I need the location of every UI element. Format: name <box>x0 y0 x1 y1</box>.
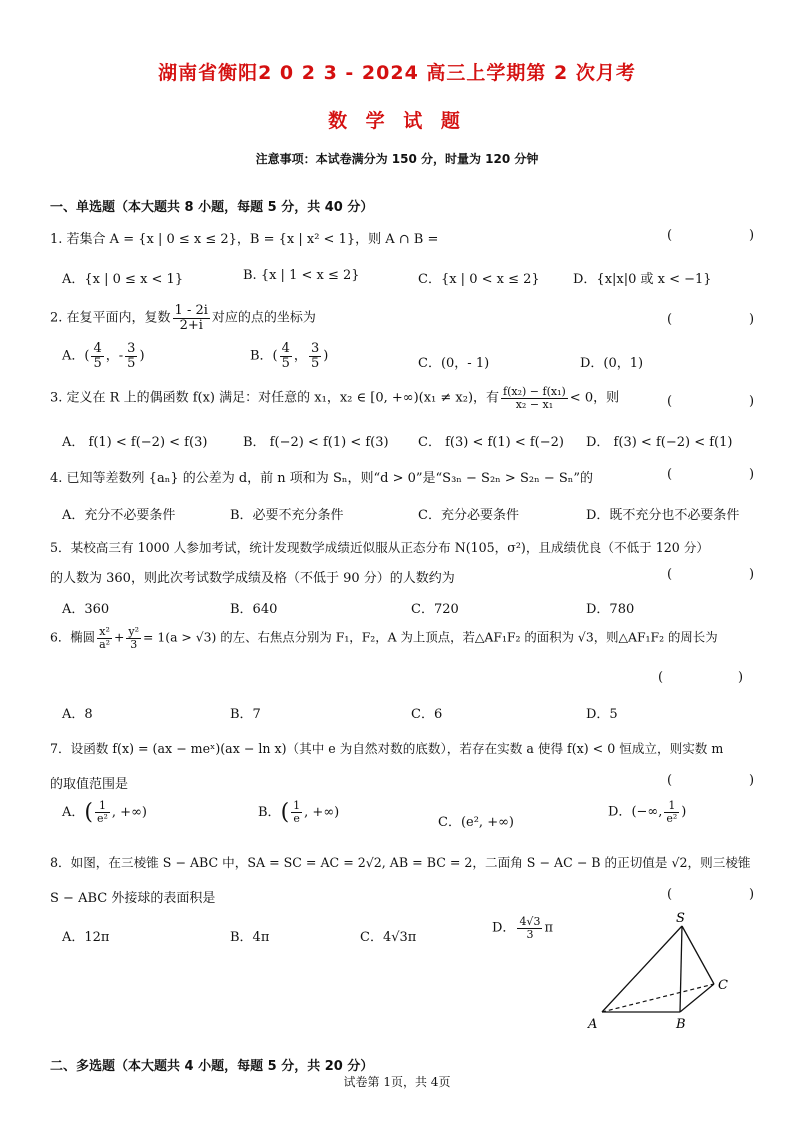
q7-b-frac-num: 1 <box>293 799 301 813</box>
q5-answer-paren-left: ( <box>667 567 673 582</box>
q2-a-frac2-den: 5 <box>127 355 136 371</box>
q7-b-label: B． <box>258 805 281 820</box>
vertex-label-b: B <box>676 1017 686 1032</box>
q1-option-d: D．{x|x|0 或 x < −1} <box>573 272 712 287</box>
q6-frac-x-den: a² <box>99 637 111 651</box>
pyramid-figure <box>580 908 740 1033</box>
q3-frac-num: f(x₂) − f(x₁) <box>503 385 566 398</box>
page-footer: 试卷第 1页，共 4页 <box>343 1075 451 1089</box>
edge-sa <box>602 926 682 1012</box>
q4-option-d: D．既不充分也不必要条件 <box>586 508 740 523</box>
q6-stem-post: = 1(a > √3) 的左、右焦点分别为 F₁，F₂，A 为上顶点，若△AF₁F₂ 的面积为 √3，则△AF₁F₂ 的周长为 <box>143 629 718 645</box>
q3-fraction <box>501 386 568 410</box>
q7-a-pre: ( <box>84 800 93 825</box>
q8-stem-line2: S − ABC 外接球的表面积是 <box>50 891 216 906</box>
q8-stem-line1: 8．如图，在三棱锥 S − ABC 中，SA = SC = AC = 2√2, AB = BC = 2，二面角 S − AC − B 的正切值是 √2，则三棱锥 <box>50 855 751 870</box>
q3-stem-pre: 3. 定义在 R 上的偶函数 f(x) 满足：对任意的 x₁，x₂ ∈ [0, +∞)(x₁ ≠ x₂)，有 <box>50 390 500 406</box>
q7-a-label: A． <box>62 805 85 820</box>
q2-b-frac1-num: 4 <box>281 341 290 356</box>
q5-option-d: D．780 <box>586 602 635 617</box>
q2-a-frac1-den: 5 <box>93 355 102 371</box>
q7-a-frac-num: 1 <box>95 800 110 813</box>
q7-d-label: D． <box>608 804 632 820</box>
q2-b-frac2-num: 3 <box>310 341 320 356</box>
q2-b-frac1-den: 5 <box>281 355 290 371</box>
q6-answer-paren-left: ( <box>658 670 664 685</box>
q4-option-b: B．必要不充分条件 <box>230 508 344 523</box>
q5-stem-line1: 5．某校高三有 1000 人参加考试，统计发现数学成绩近似服从正态分布 N(105，σ²)，且成绩优良（不低于 120 分） <box>50 540 709 555</box>
q7-a-frac-den: e² <box>96 812 108 825</box>
q2-option-a <box>62 342 145 370</box>
q2-b-frac2 <box>309 342 321 370</box>
q7-d-post: ) <box>681 804 687 820</box>
q2-answer-paren-left: ( <box>667 312 673 327</box>
q2-option-c: C．(0，- 1) <box>418 356 490 371</box>
q3-frac-den: x₂ − x₁ <box>515 397 554 411</box>
q7-b-post: , +∞) <box>304 805 340 820</box>
q2-a-frac2-num: 3 <box>127 341 136 356</box>
q7-option-c: C．(e², +∞) <box>438 815 514 830</box>
q8-option-b: B．4π <box>230 930 270 945</box>
q2-a-frac2 <box>125 342 137 370</box>
q7-option-a <box>62 800 147 825</box>
q2-option-b <box>250 342 328 370</box>
q6-plus: + <box>114 629 125 645</box>
q6-stem <box>50 626 718 650</box>
q2-a-label: A．( <box>62 348 90 364</box>
q2-a-end: ) <box>139 348 145 364</box>
q7-b-frac <box>291 800 302 824</box>
q3-stem <box>50 386 619 410</box>
q7-stem-line1: 7．设函数 f(x) = (ax − meˣ)(ax − ln x)（其中 e 为自然对数的底数），若存在实数 a 使得 f(x) < 0 恒成立，则实数 m <box>50 741 724 756</box>
q7-b-pre: ( <box>280 800 290 825</box>
vertex-label-a: A <box>588 1017 598 1032</box>
edge-bc <box>680 984 714 1012</box>
q7-option-d <box>608 800 686 824</box>
q7-b-frac-den: e <box>293 812 300 825</box>
q1-option-c: C．{x | 0 < x ≤ 2} <box>418 272 540 287</box>
q7-a-frac <box>95 800 110 824</box>
vertex-label-s: S <box>676 911 685 926</box>
q7-d-frac-den: e² <box>666 811 678 825</box>
q3-answer-paren-left: ( <box>667 394 673 409</box>
q3-option-b: B． f(−2) < f(1) < f(3) <box>243 435 389 450</box>
q2-b-end: ) <box>323 348 329 364</box>
q5-answer-paren-right: ) <box>749 567 755 582</box>
q2-stem-pre: 2. 在复平面内，复数 <box>50 310 171 326</box>
q2-b-frac1 <box>280 342 292 370</box>
exam-notice: 注意事项：本试卷满分为 150 分，时量为 120 分钟 <box>255 152 539 166</box>
q4-option-c: C．充分必要条件 <box>418 508 519 523</box>
q6-frac-x <box>97 626 112 650</box>
q2-b-label: B．( <box>250 348 278 364</box>
q7-answer-paren-right: ) <box>749 773 755 788</box>
q5-option-b: B．640 <box>230 602 278 617</box>
q2-frac-num: 1 - 2i <box>174 303 208 318</box>
q8-d-label: D． <box>492 920 516 936</box>
q8-answer-paren-right: ) <box>749 887 755 902</box>
q2-b-mid: ， <box>293 348 307 364</box>
q7-d-frac-num: 1 <box>664 800 679 813</box>
section-multi-choice: 二、多选题（本大题共 4 小题，每题 5 分，共 20 分） <box>50 1059 374 1074</box>
q8-d-frac <box>517 916 542 940</box>
q6-option-d: D．5 <box>586 707 618 722</box>
q6-option-a: A．8 <box>62 707 93 722</box>
q8-d-post: π <box>544 920 553 936</box>
q1-answer-paren-right: ) <box>749 228 755 243</box>
q7-option-b <box>258 800 339 825</box>
q1-answer-paren-left: ( <box>667 228 673 243</box>
q3-stem-post: < 0，则 <box>569 390 620 406</box>
q2-answer-paren-right: ) <box>749 312 755 327</box>
q2-stem <box>50 304 316 332</box>
q6-frac-y <box>126 626 141 650</box>
q6-answer-paren-right: ) <box>738 670 744 685</box>
q4-answer-paren-left: ( <box>667 467 673 482</box>
q6-frac-x-num: x² <box>97 626 112 639</box>
q2-a-mid: ，- <box>105 348 124 364</box>
exam-title: 湖南省衡阳2 0 2 3 - 2024 高三上学期第 2 次月考 <box>158 62 636 84</box>
q8-option-d <box>492 916 553 940</box>
q6-stem-pre: 6．椭圆 <box>50 629 96 645</box>
q8-d-frac-num: 4√3 <box>519 915 541 928</box>
q5-stem-line2: 的人数为 360，则此次考试数学成绩及格（不低于 90 分）的人数约为 <box>50 571 455 586</box>
q3-option-a: A． f(1) < f(−2) < f(3) <box>62 435 208 450</box>
q8-d-frac-den: 3 <box>526 927 534 941</box>
q2-stem-post: 对应的点的坐标为 <box>211 310 316 326</box>
q2-a-frac1-num: 4 <box>93 341 102 356</box>
q5-option-a: A．360 <box>62 602 110 617</box>
q7-d-pre: (−∞, <box>631 804 663 820</box>
q7-answer-paren-left: ( <box>667 773 673 788</box>
q2-a-frac1 <box>91 342 103 370</box>
q5-option-c: C．720 <box>411 602 459 617</box>
vertex-label-c: C <box>718 978 728 993</box>
q1-stem: 1. 若集合 A = {x | 0 ≤ x ≤ 2}，B = {x | x² < 1}，则 A ∩ B = <box>50 232 439 247</box>
q2-frac-den: 2+i <box>179 317 203 333</box>
q6-option-b: B．7 <box>230 707 261 722</box>
exam-subject: 数 学 试 题 <box>328 110 466 132</box>
q6-frac-y-den: 3 <box>130 637 138 651</box>
q1-option-b: B. {x | 1 < x ≤ 2} <box>243 268 360 283</box>
q4-stem: 4. 已知等差数列 {aₙ} 的公差为 d，前 n 项和为 Sₙ，则“d > 0”是“S₃ₙ − S₂ₙ > S₂ₙ − Sₙ”的 <box>50 471 594 486</box>
q7-d-frac <box>664 800 679 824</box>
q6-option-c: C．6 <box>411 707 443 722</box>
q4-option-a: A．充分不必要条件 <box>62 508 176 523</box>
q4-answer-paren-right: ) <box>749 467 755 482</box>
q3-option-d: D． f(3) < f(−2) < f(1) <box>586 435 733 450</box>
section-single-choice: 一、单选题（本大题共 8 小题，每题 5 分，共 40 分） <box>50 200 374 215</box>
q6-frac-y-num: y² <box>128 625 140 638</box>
q2-fraction <box>173 304 210 332</box>
q2-b-frac2-den: 5 <box>310 355 320 371</box>
edge-sb <box>680 926 682 1012</box>
q1-option-a: A．{x | 0 ≤ x < 1} <box>62 272 184 287</box>
q7-stem-line2: 的取值范围是 <box>50 777 129 792</box>
q7-a-post: , +∞) <box>111 805 147 820</box>
q8-option-a: A．12π <box>62 930 110 945</box>
q2-option-d: D．(0，1) <box>580 356 644 371</box>
q3-answer-paren-right: ) <box>749 394 755 409</box>
q8-option-c: C．4√3π <box>360 930 417 945</box>
edge-sc <box>682 926 714 984</box>
q3-option-c: C． f(3) < f(1) < f(−2) <box>418 435 564 450</box>
q8-answer-paren-left: ( <box>667 887 673 902</box>
